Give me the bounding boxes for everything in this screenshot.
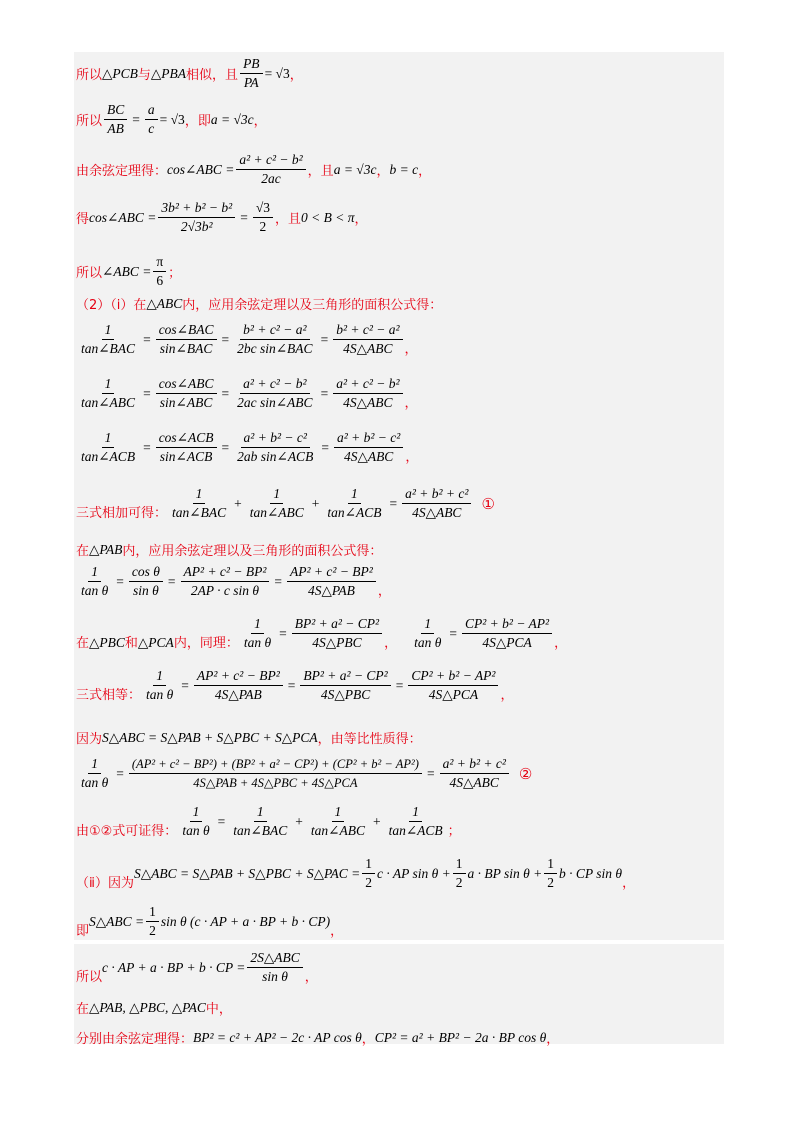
fraction: $\frac{1}{2}$ (362, 856, 375, 891)
text: ， (500, 688, 514, 703)
line-22 (76, 1028, 559, 1047)
text: ， (404, 342, 418, 357)
text: 内，应用余弦定理以及三角形的面积公式得： (182, 298, 443, 313)
fraction: $\frac{PB}{PA}$ (240, 56, 263, 91)
math: a = √3c (333, 161, 377, 177)
line-14: 三式相等： $\frac{1}{\text{tan θ}}$ = $\frac{\text{AP² + c² − BP²}}{\text{4S△PAB}}$ = $\frac{\text{BP² + a² − CP²}}{\text{4S△PBC}}$ = $\frac{\text{CP² + b² − AP²}}{\text{4S△PCA}}$ ， (76, 668, 514, 703)
math: c · AP + a · BP + b · CP = (102, 959, 246, 975)
math: CP² = a² + BP² − 2a · BP cos θ (374, 1029, 547, 1045)
math: BP² = c² + AP² − 2c · AP cos θ (193, 1029, 362, 1045)
fraction: $\frac{\text{cos θ}}{\text{sin θ}}$ (129, 564, 163, 599)
line-16: $\frac{1}{\text{tan θ}}$ = $\frac{\text{(AP² + c² − BP²) + (BP² + a² − CP²) + (CP² + b² − AP²)}}{\text{4S△PAB + 4S△PBC + 4S△PCA}}$ = $\frac{\text{a² + b² + c²}}{\text{4S△ABC}}$ ② (76, 756, 532, 791)
text: ； (168, 266, 182, 281)
text: 由①②式可证得： (76, 824, 178, 839)
line-12: $\frac{1}{\text{tan θ}}$ = $\frac{\text{cos θ}}{\text{sin θ}}$ = $\frac{\text{AP² + c² − BP²}}{\text{2AP · c sin θ}}$ = $\frac{\text{AP² + c² − BP²}}{\text{4S△PAB}}$ ， (76, 564, 391, 599)
line-2: 所以 $\frac{BC}{AB}$ = $\frac{a}{c}$ = √3 ，即 a = √3c ， (76, 102, 267, 136)
fraction: $\frac{\text{cos∠ABC}}{\text{sin∠ABC}}$ (156, 376, 217, 411)
text: 所以 (76, 68, 103, 83)
line-13: 在 △PBC 和 △PCA 内，同理： $\frac{1}{\text{tan θ}}$ = $\frac{\text{BP² + a² − CP²}}{\text{4S△PBC}}$ ， $\frac{1}{\text{tan θ}}$ = $\frac{\text{CP² + b² − AP²}}{\text{4S△PCA}}$ ， (76, 616, 568, 651)
math: 0 < B < π (301, 209, 355, 225)
fraction: $\frac{\text{BP² + a² − CP²}}{\text{4S△PBC}}$ (300, 668, 390, 703)
line-4: 得 cos∠ABC = $\frac{\text{3b² + b² − b²}}{\text{2√3b²}}$ = $\frac{√3}{2}$ ，且 0 < B < π ， (76, 200, 368, 234)
line-5 (76, 254, 181, 289)
fraction: $\frac{1}{\text{tan∠ACB}}$ (327, 486, 382, 520)
text: ， (622, 876, 636, 891)
fraction: $\frac{1}{2}$ (453, 856, 466, 891)
fraction: $\frac{\text{CP² + b² − AP²}}{\text{4S△PCA}}$ (408, 668, 498, 703)
line-10: 三式相加可得： $\frac{1}{\text{tan∠BAC}}$ + $\frac{1}{\text{tan∠ABC}}$ + $\frac{1}{\text{tan∠ACB}}$ = $\frac{\text{a² + b² + c²}}{\text{4S△ABC}}$ ① (76, 486, 495, 521)
equation-mark: ② (518, 764, 533, 783)
fraction: $\frac{\text{a² + b² − c²}}{\text{4S△ABC}}$ (334, 430, 403, 465)
text: ； (447, 824, 461, 839)
math: cos∠ABC = (89, 209, 157, 225)
fraction: $\frac{\text{a² + b² + c²}}{\text{4S△ABC}}$ (440, 756, 509, 791)
math: S△ABC = S△PAB + S△PBC + S△PAC = (133, 865, 361, 881)
text: 由余弦定理得： (76, 164, 168, 179)
fraction: $\frac{\text{CP² + b² − AP²}}{\text{4S△PCA}}$ (462, 616, 552, 651)
fraction: $\frac{\pi}{6}$ (153, 254, 166, 289)
fraction: $\frac{\text{(AP² + c² − BP²) + (BP² + a² − CP²) + (CP² + b² − AP²)}}{\text{4S△PAB + 4S△PBC + 4S△PCA}}$ (129, 757, 422, 791)
text: ， (384, 636, 398, 651)
text: ， (546, 1032, 560, 1047)
fraction: $\frac{1}{\text{tan∠BAC}}$ (81, 322, 136, 356)
line-19 (76, 904, 343, 939)
fraction: $\frac{\text{cos∠BAC}}{\text{sin∠BAC}}$ (156, 322, 217, 357)
text: 在 (76, 636, 90, 651)
text: 三式相等： (76, 688, 142, 703)
math: a = √3c (210, 111, 254, 127)
text: 所以 (76, 970, 103, 985)
math: △PBC (89, 635, 125, 650)
text: 与 (137, 68, 151, 83)
text: （ⅱ）因为 (76, 876, 134, 891)
line-3 (76, 152, 431, 187)
math: △ABC (146, 295, 183, 311)
line-8: $\frac{1}{\text{tan∠ABC}}$ = $\frac{\text{cos∠ABC}}{\text{sin∠ABC}}$ = $\frac{\text{a² + c² − b²}}{\text{2ac sin∠ABC}}$ = $\frac{\text{a² + c² − b²}}{\text{4S△ABC}}$ ， (76, 376, 418, 411)
fraction: $\frac{BC}{AB}$ (104, 102, 127, 137)
text: ， (404, 396, 418, 411)
fraction: $\frac{\text{BP² + a² − CP²}}{\text{4S△PBC}}$ (292, 616, 382, 651)
text: ， (330, 924, 344, 939)
math: c · AP sin θ + (377, 865, 451, 881)
text: ， (377, 584, 391, 599)
text: ，即 (184, 114, 211, 129)
line-11 (76, 540, 382, 559)
fraction: $\frac{√3}{2}$ (253, 200, 273, 235)
math: △PCA (137, 635, 174, 650)
line-17: 由①②式可证得： $\frac{1}{\text{tan θ}}$ = $\frac{1}{\text{tan∠BAC}}$ + $\frac{1}{\text{tan∠ABC}}$ + $\frac{1}{\text{tan∠ACB}}$ ； (76, 804, 461, 839)
line-7: $\frac{1}{\text{tan∠BAC}}$ = $\frac{\text{cos∠BAC}}{\text{sin∠BAC}}$ = $\frac{\text{b² + c² − a²}}{\text{2bc sin∠BAC}}$ = $\frac{\text{b² + c² − a²}}{\text{4S△ABC}}$ ， (76, 322, 418, 357)
math: b = c (389, 161, 419, 177)
text: 所以 (76, 114, 103, 129)
fraction: $\frac{1}{\text{tan θ}}$ (243, 616, 272, 650)
text: ，由等比性质得： (317, 732, 422, 747)
math: △PAB, △PBC, △PAC (89, 999, 206, 1015)
line-15 (76, 728, 422, 747)
fraction: $\frac{1}{\text{tan∠ABC}}$ (249, 486, 304, 520)
line-6 (76, 294, 442, 313)
math: a · BP sin θ + (467, 865, 543, 881)
fraction: $\frac{\text{b² + c² − a²}}{\text{2bc sin∠BAC}}$ (237, 322, 313, 356)
fraction: $\frac{\text{AP² + c² − BP²}}{\text{4S△PAB}}$ (287, 564, 376, 599)
math: △PCB (102, 65, 138, 81)
fraction: $\frac{\text{a² + b² − c²}}{\text{2ab sin∠ACB}}$ (237, 430, 314, 464)
text: （2）（ⅰ）在 (76, 298, 147, 313)
line-20 (76, 950, 318, 985)
text: 因为 (76, 732, 103, 747)
text: 三式相加可得： (76, 506, 168, 521)
text: ， (376, 164, 390, 179)
fraction: $\frac{\text{b² + c² − a²}}{\text{4S△ABC}}$ (333, 322, 402, 357)
fraction: $\frac{1}{2}$ (146, 904, 159, 939)
math: sin θ (c · AP + a · BP + b · CP) (160, 913, 331, 929)
text: 分别由余弦定理得： (76, 1032, 194, 1047)
text: 相似，且 (186, 68, 239, 83)
text: ， (361, 1032, 375, 1047)
fraction: $\frac{1}{\text{tan∠ACB}}$ (388, 804, 443, 838)
text: ，且 (307, 164, 334, 179)
text: 内，同理： (173, 636, 239, 651)
fraction: $\frac{1}{\text{tan θ}}$ (81, 564, 109, 598)
text: 在 (76, 544, 90, 559)
math: = √3 (264, 65, 290, 81)
text: ，且 (274, 212, 301, 227)
equation-mark: ① (481, 494, 495, 513)
line-21 (76, 998, 232, 1017)
fraction: $\frac{\text{AP² + c² − BP²}}{\text{2AP · c sin θ}}$ (181, 564, 270, 599)
text: ， (554, 636, 568, 651)
fraction: $\frac{1}{\text{tan θ}}$ (146, 668, 174, 702)
fraction: $\frac{1}{\text{tan∠BAC}}$ (172, 486, 227, 520)
fraction: $\frac{\text{2S△ABC}}{\text{sin θ}}$ (247, 950, 302, 985)
math: = √3 (159, 111, 185, 127)
text: ， (253, 114, 267, 129)
text: 和 (124, 636, 138, 651)
math: △PBA (150, 65, 187, 81)
text: ， (418, 164, 432, 179)
math: cos∠ABC = (167, 161, 235, 177)
text: ， (304, 970, 318, 985)
fraction: $\frac{\text{3b² + b² − b²}}{\text{2√3b²}}$ (158, 200, 235, 235)
text: 得 (76, 212, 90, 227)
fraction: $\frac{\text{a² + b² + c²}}{\text{4S△ABC}}$ (402, 486, 471, 521)
fraction: $\frac{\text{a² + c² − b²}}{\text{2ac sin∠ABC}}$ (237, 376, 313, 410)
math: b · CP sin θ (559, 865, 623, 881)
math: △PAB (89, 541, 123, 557)
text: ， (289, 68, 303, 83)
text: 中， (205, 1002, 232, 1017)
fraction: $\frac{1}{\text{tan∠ACB}}$ (81, 430, 136, 464)
math: S△ABC = S△PAB + S△PBC + S△PCA (102, 729, 318, 745)
fraction: $\frac{1}{\text{tan θ}}$ (182, 804, 210, 838)
fraction: $\frac{\text{AP² + c² − BP²}}{\text{4S△PAB}}$ (194, 668, 283, 703)
text: ， (354, 212, 368, 227)
fraction: $\frac{1}{\text{tan θ}}$ (414, 616, 442, 650)
text: 在 (76, 1002, 90, 1017)
fraction: $\frac{\text{cos∠ACB}}{\text{sin∠ACB}}$ (156, 430, 217, 465)
text: ， (405, 450, 419, 465)
fraction: $\frac{\text{a² + c² − b²}}{\text{4S△ABC}}$ (333, 376, 402, 411)
fraction: $\frac{1}{\text{tan∠BAC}}$ (233, 804, 288, 838)
text: 即 (76, 924, 90, 939)
fraction: $\frac{1}{2}$ (544, 856, 557, 891)
math: ∠ABC = (102, 263, 152, 279)
line-9: $\frac{1}{\text{tan∠ACB}}$ = $\frac{\text{cos∠ACB}}{\text{sin∠ACB}}$ = $\frac{\text{a² + b² − c²}}{\text{2ab sin∠ACB}}$ = $\frac{\text{a² + b² − c²}}{\text{4S△ABC}}$ ， (76, 430, 418, 465)
line-1 (76, 56, 303, 91)
fraction: $\frac{a}{c}$ (145, 102, 158, 137)
fraction: $\frac{1}{\text{tan∠ABC}}$ (310, 804, 365, 838)
fraction: $\frac{1}{\text{tan∠ABC}}$ (81, 376, 136, 410)
line-18 (76, 856, 635, 891)
text: 所以 (76, 266, 103, 281)
math: S△ABC = (89, 913, 145, 929)
fraction: $\frac{1}{\text{tan θ}}$ (81, 756, 109, 790)
fraction: $\frac{\text{a² + c² − b²}}{2ac}$ (236, 152, 305, 187)
text: 内，应用余弦定理以及三角形的面积公式得： (122, 544, 383, 559)
